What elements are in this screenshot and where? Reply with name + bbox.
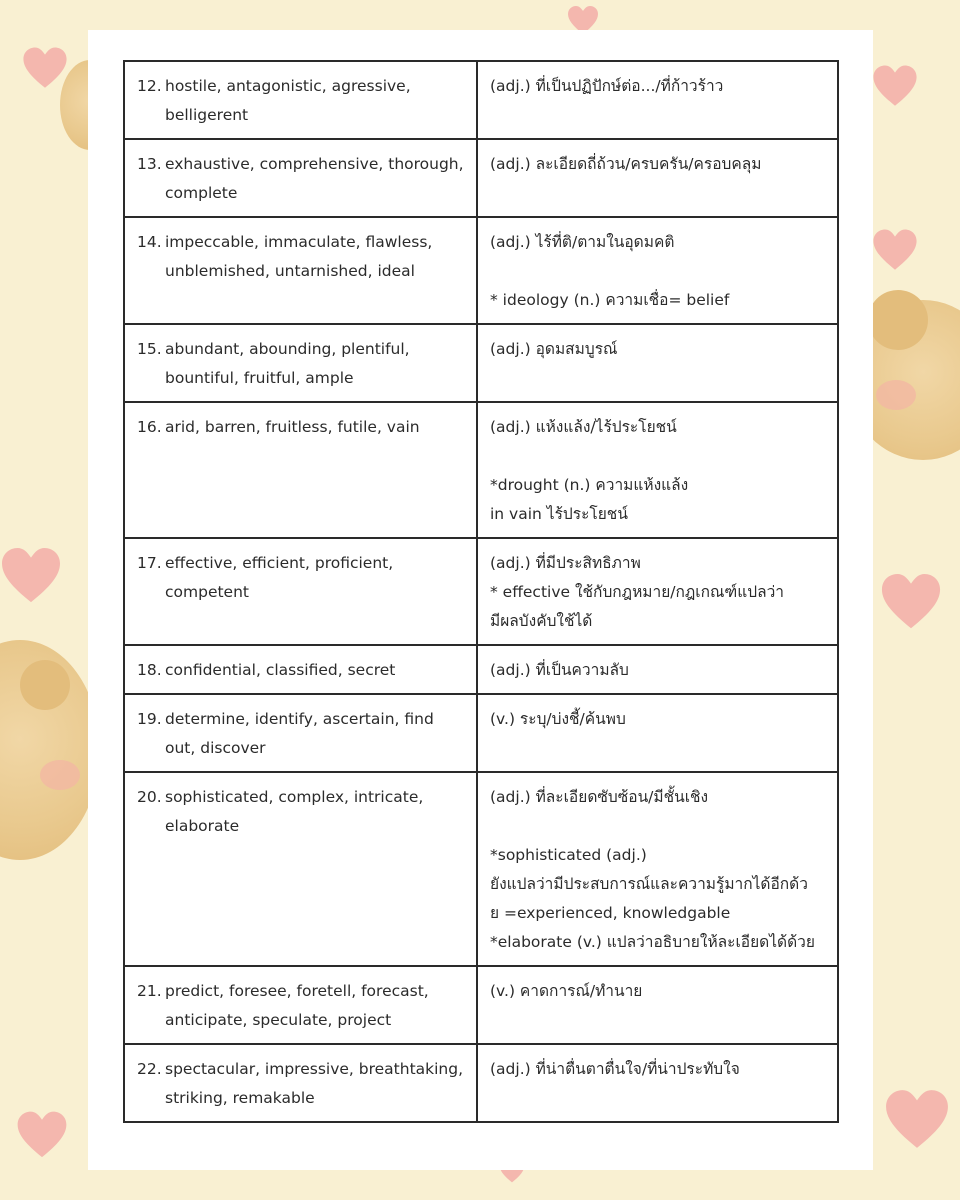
- meaning-line: (adj.) แห้งแล้ง/ไร้ประโยชน์: [490, 418, 677, 436]
- meaning-line: *sophisticated (adj.): [490, 846, 647, 864]
- synonym-words: effective, efficient, proficient, competent: [165, 554, 394, 601]
- synonym-words: sophisticated, complex, intricate, elaborate: [165, 788, 424, 835]
- word-cell: [124, 324, 477, 402]
- word-cell: [124, 538, 477, 645]
- heart-icon: [884, 1086, 950, 1156]
- meaning-line: (adj.) ที่เป็นความลับ: [490, 661, 629, 679]
- word-cell: [124, 1044, 477, 1122]
- entry-number: 22.: [137, 1060, 162, 1078]
- meaning-line: (adj.) ที่น่าตื่นตาตื่นใจ/ที่น่าประทับใจ: [490, 1060, 740, 1078]
- meaning-line: * ideology (n.) ความเชื่อ= belief: [490, 291, 730, 309]
- meaning-line: *elaborate (v.) แปลว่าอธิบายให้ละเอียดได้ด้วย: [490, 933, 815, 951]
- entry-number: 12.: [137, 77, 162, 95]
- heart-icon: [16, 1110, 68, 1162]
- vocabulary-sheet: [88, 30, 873, 1170]
- word-cell: [124, 772, 477, 966]
- synonym-words: spectacular, impressive, breathtaking, striking, remakable: [165, 1060, 464, 1107]
- entry-number: 15.: [137, 340, 162, 358]
- meaning-line: (v.) คาดการณ์/ทำนาย: [490, 982, 643, 1000]
- synonym-words: determine, identify, ascertain, find out, discover: [165, 710, 434, 757]
- table-row: [124, 772, 838, 966]
- word-cell: [124, 139, 477, 217]
- table-row: [124, 645, 838, 694]
- table-row: [124, 694, 838, 772]
- word-cell: [124, 61, 477, 139]
- meaning-line: * effective ใช้กับกฎหมาย/กฎเกณฑ์แปลว่า: [490, 583, 784, 601]
- word-cell: [124, 694, 477, 772]
- synonym-words: predict, foresee, foretell, forecast, anticipate, speculate, project: [165, 982, 429, 1029]
- entry-number: 14.: [137, 233, 162, 251]
- meaning-cell: [477, 324, 838, 402]
- synonym-words: impeccable, immaculate, flawless, unblemished, untarnished, ideal: [165, 233, 433, 280]
- heart-icon: [872, 228, 918, 274]
- meaning-line: (adj.) ที่ละเอียดซับซ้อน/มีชั้นเชิง: [490, 788, 709, 806]
- table-row: [124, 139, 838, 217]
- synonym-words: confidential, classified, secret: [165, 661, 396, 679]
- table-row: [124, 402, 838, 538]
- table-row: [124, 966, 838, 1044]
- heart-icon: [872, 64, 918, 110]
- meaning-line: ย =experienced, knowledgable: [490, 904, 731, 922]
- word-cell: [124, 217, 477, 324]
- table-row: [124, 61, 838, 139]
- entry-number: 18.: [137, 661, 162, 679]
- heart-icon: [22, 46, 68, 92]
- meaning-cell: [477, 1044, 838, 1122]
- word-cell: [124, 645, 477, 694]
- meaning-cell: [477, 538, 838, 645]
- meaning-line: (adj.) ไร้ที่ติ/ตามในอุดมคติ: [490, 233, 675, 251]
- meaning-line: (v.) ระบุ/บ่งชี้/ค้นพบ: [490, 710, 626, 728]
- entry-number: 17.: [137, 554, 162, 572]
- synonym-words: arid, barren, fruitless, futile, vain: [165, 418, 420, 436]
- meaning-cell: [477, 61, 838, 139]
- word-cell: [124, 966, 477, 1044]
- table-row: [124, 324, 838, 402]
- table-row: [124, 1044, 838, 1122]
- meaning-cell: [477, 402, 838, 538]
- meaning-cell: [477, 772, 838, 966]
- meaning-cell: [477, 139, 838, 217]
- meaning-line: in vain ไร้ประโยชน์: [490, 505, 628, 523]
- entry-number: 16.: [137, 418, 162, 436]
- bear-illustration-left: [0, 640, 100, 860]
- meaning-cell: [477, 217, 838, 324]
- heart-icon: [0, 548, 62, 606]
- synonym-words: exhaustive, comprehensive, thorough, complete: [165, 155, 464, 202]
- word-cell: [124, 402, 477, 538]
- meaning-line: (adj.) ที่เป็นปฏิปักษ์ต่อ.../ที่ก้าวร้าว: [490, 77, 724, 95]
- meaning-line: *drought (n.) ความแห้งแล้ง: [490, 476, 689, 494]
- synonym-words: hostile, antagonistic, agressive, belligerent: [165, 77, 411, 124]
- meaning-cell: [477, 645, 838, 694]
- meaning-line: ยังแปลว่ามีประสบการณ์และความรู้มากได้อีกด้ว: [490, 875, 808, 893]
- table-row: [124, 538, 838, 645]
- entry-number: 19.: [137, 710, 162, 728]
- entry-number: 21.: [137, 982, 162, 1000]
- meaning-cell: [477, 694, 838, 772]
- synonym-words: abundant, abounding, plentiful, bountiful, fruitful, ample: [165, 340, 410, 387]
- heart-icon: [880, 570, 942, 636]
- meaning-line: (adj.) ละเอียดถี่ถ้วน/ครบครัน/ครอบคลุม: [490, 155, 762, 173]
- vocabulary-table: [123, 60, 839, 1123]
- entry-number: 20.: [137, 788, 162, 806]
- meaning-line: มีผลบังคับใช้ได้: [490, 612, 593, 630]
- table-row: [124, 217, 838, 324]
- meaning-line: (adj.) อุดมสมบูรณ์: [490, 340, 618, 358]
- entry-number: 13.: [137, 155, 162, 173]
- meaning-line: (adj.) ที่มีประสิทธิภาพ: [490, 554, 641, 572]
- meaning-cell: [477, 966, 838, 1044]
